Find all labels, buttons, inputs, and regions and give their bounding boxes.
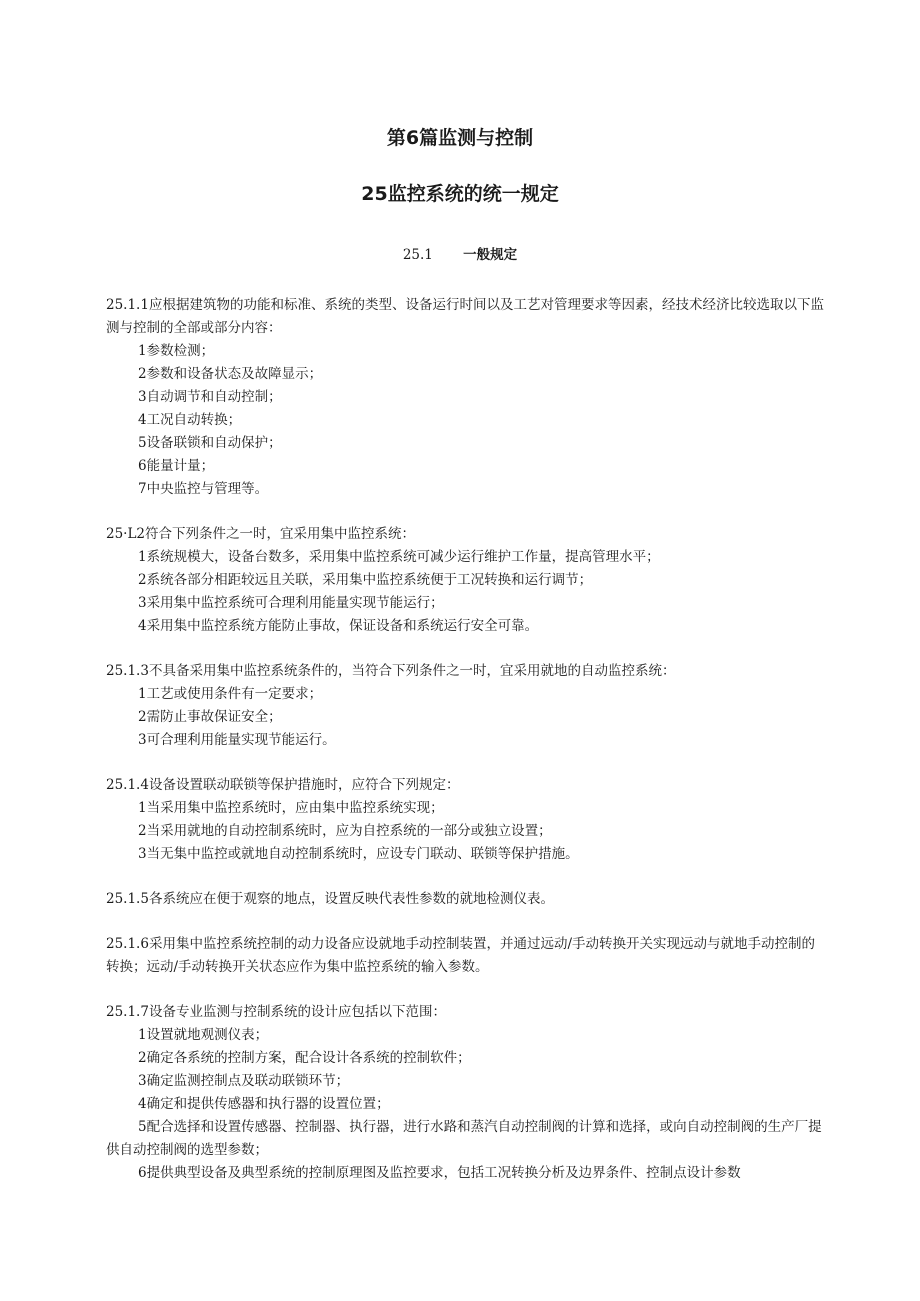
clause-text: 25·L2符合下列条件之一时，宜采用集中监控系统： — [106, 526, 416, 542]
list-paragraph: 6提供典型设备及典型系统的控制原理图及监控要求，包括工况转换分析及边界条件、控制点设计参数 — [138, 1165, 741, 1181]
list-item: 4采用集中监控系统方能防止事故，保证设备和系统运行安全可靠。 — [138, 618, 539, 634]
chapter-title: 25监控系统的统一规定 — [361, 183, 559, 205]
list-item: 2参数和设备状态及故障显示； — [138, 366, 323, 382]
list-item: 2确定各系统的控制方案，配合设计各系统的控制软件； — [138, 1050, 471, 1066]
list-item: 2系统各部分相距较远且关联，采用集中监控系统便于工况转换和运行调节； — [138, 572, 593, 588]
list-item: 2需防止事故保证安全； — [138, 709, 282, 725]
list-item: 2当采用就地的自动控制系统时，应为自控系统的一部分或独立设置； — [138, 823, 552, 839]
list-item: 6能量计量； — [138, 458, 215, 474]
list-item: 5设备联锁和自动保护； — [138, 435, 282, 451]
list-item: 3确定监测控制点及联动联锁环节； — [138, 1073, 350, 1089]
list-item: 3采用集中监控系统可合理利用能量实现节能运行； — [138, 595, 444, 611]
list-paragraph: 5配合选择和设置传感器、控制器、执行器，进行水路和蒸汽自动控制阀的计算和选择，或向自动控制阀的生产厂提供自动控制阀的选型参数； — [106, 1119, 822, 1158]
clause-text: 25.1.1应根据建筑物的功能和标准、系统的类型、设备运行时间以及工艺对管理要求等因素，经技术经济比较选取以下监测与控制的全部或部分内容： — [106, 297, 824, 336]
clause-text: 25.1.4设备设置联动联锁等保护措施时，应符合下列规定： — [106, 777, 460, 793]
list-item: 4工况自动转换； — [138, 412, 242, 428]
list-item: 7中央监控与管理等。 — [138, 481, 269, 497]
list-item: 1设置就地观测仪表； — [138, 1027, 269, 1043]
clause-25-1-7 — [106, 1001, 828, 1185]
clause-text: 25.1.5各系统应在便于观察的地点，设置反映代表性参数的就地检测仪表。 — [106, 891, 554, 907]
list-item: 1当采用集中监控系统时，应由集中监控系统实现； — [138, 800, 444, 816]
clause-25-1-1 — [106, 294, 828, 501]
clause-25-1-3 — [106, 660, 828, 752]
clause-25-1-5 — [106, 888, 828, 911]
clause-25-1-2 — [106, 523, 828, 638]
part-title: 第6篇监测与控制 — [386, 127, 534, 149]
clause-25-1-4 — [106, 774, 828, 866]
clause-25-1-6 — [106, 933, 828, 979]
clause-text: 25.1.7设备专业监测与控制系统的设计应包括以下范围： — [106, 1004, 446, 1020]
clause-text: 25.1.6采用集中监控系统控制的动力设备应设就地手动控制装置，并通过远动/手动转换开关实现远动与就地手动控制的转换；远动/手动转换开关状态应作为集中监控系统的输入参数。 — [106, 936, 815, 975]
list-item: 1参数检测； — [138, 343, 215, 359]
list-item: 4确定和提供传感器和执行器的设置位置； — [138, 1096, 390, 1112]
section-title: 一般规定 — [463, 247, 518, 263]
list-item: 1工艺或使用条件有一定要求； — [138, 686, 323, 702]
list-item: 3可合理利用能量实现节能运行。 — [138, 732, 336, 748]
clause-text: 25.1.3不具备采用集中监控系统条件的，当符合下列条件之一时，宜采用就地的自动监控系统： — [106, 663, 676, 679]
section-body — [106, 294, 828, 1207]
section-number: 25.1 — [402, 247, 433, 263]
list-item: 3自动调节和自动控制； — [138, 389, 282, 405]
list-item: 3当无集中监控或就地自动控制系统时，应设专门联动、联锁等保护措施。 — [138, 846, 579, 862]
section-heading — [0, 245, 920, 265]
list-item: 1系统规模大，设备台数多，采用集中监控系统可减少运行维护工作量，提高管理水平； — [138, 549, 660, 565]
